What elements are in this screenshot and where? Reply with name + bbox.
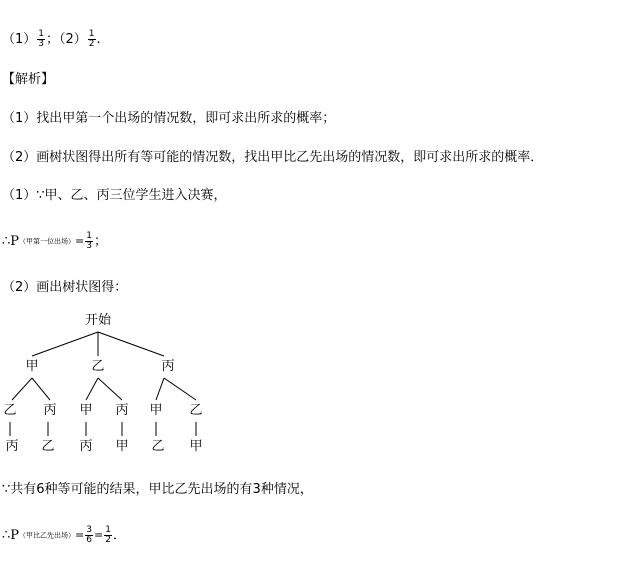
probability-fraction-b [104,526,112,545]
tree-node-l3: 丙 [5,439,19,454]
because-line: ∵共有6种等可能的结果，甲比乙先出场的有3种情况， [2,482,313,497]
therefore-p: ∴P [2,234,20,249]
probability-fraction [85,232,93,251]
tree-node-l2: 乙 [189,403,203,418]
equals-sign: = [93,528,104,542]
branch-a-2 [32,378,50,400]
step-1: （1）∵甲、乙、丙三位学生进入决赛， [2,188,227,203]
tree-diagram [0,312,619,462]
answer-end: . [96,32,101,47]
analysis-heading: 【解析】 [2,72,55,87]
fraction-numerator: 1 [105,525,111,535]
answer-fraction-1 [37,30,45,49]
fraction-denominator: 2 [105,535,111,545]
therefore-p: ∴P [2,528,20,543]
branch-b-1 [86,378,98,400]
tree-node-l2: 乙 [3,403,17,418]
equals-sign: = [75,528,85,542]
event-label: （甲第一位出场） [19,237,76,246]
tree-root: 开始 [84,313,111,328]
probability-1 [2,232,107,251]
branch-b-2 [98,378,122,400]
line-end: ； [93,234,107,249]
probability-fraction-a [85,526,93,545]
event-label: （甲比乙先出场） [19,531,76,540]
tree-node-l1: 甲 [25,359,39,374]
tree-node-l3: 乙 [151,439,165,454]
answer-separator: ；（2） [46,32,87,47]
tree-node-l2: 丙 [115,403,129,418]
fraction-denominator: 2 [88,39,95,49]
fraction-denominator: 6 [86,535,92,545]
tree-node-l1: 乙 [91,359,105,374]
fraction-denominator: 3 [86,241,92,251]
tree-node-l2: 甲 [79,403,93,418]
fraction-numerator: 1 [86,231,92,241]
fraction-numerator: 3 [86,525,92,535]
tree-node-l3: 乙 [41,439,55,454]
answer-line [2,30,101,49]
tree-node-l3: 甲 [189,439,203,454]
tree-node-l2: 丙 [43,403,57,418]
fraction-numerator: 1 [88,29,95,39]
tree-node-l1: 丙 [161,359,175,374]
tree-node-l3: 甲 [115,439,129,454]
answer-part-1-label: （1） [2,32,37,47]
branch-c-2 [164,378,196,400]
equals-sign: = [75,234,85,248]
tree-node-l3: 丙 [79,439,93,454]
fraction-denominator: 3 [38,39,45,49]
hint-1: （1）找出甲第一个出场的情况数，即可求出所求的概率； [2,111,336,126]
fraction-numerator: 1 [38,29,45,39]
branch-root-3 [98,332,164,356]
tree-node-l2: 甲 [149,403,163,418]
branch-root-1 [32,332,98,356]
probability-2 [2,526,126,545]
branch-a-1 [12,378,32,400]
line-end: ． [112,528,126,543]
answer-fraction-2 [88,30,96,49]
hint-2: （2）画树状图得出所有等可能的情况数，找出甲比乙先出场的情况数，即可求出所求的概率． [2,150,544,165]
step-2: （2）画出树状图得： [2,280,128,295]
branch-c-1 [156,378,164,400]
